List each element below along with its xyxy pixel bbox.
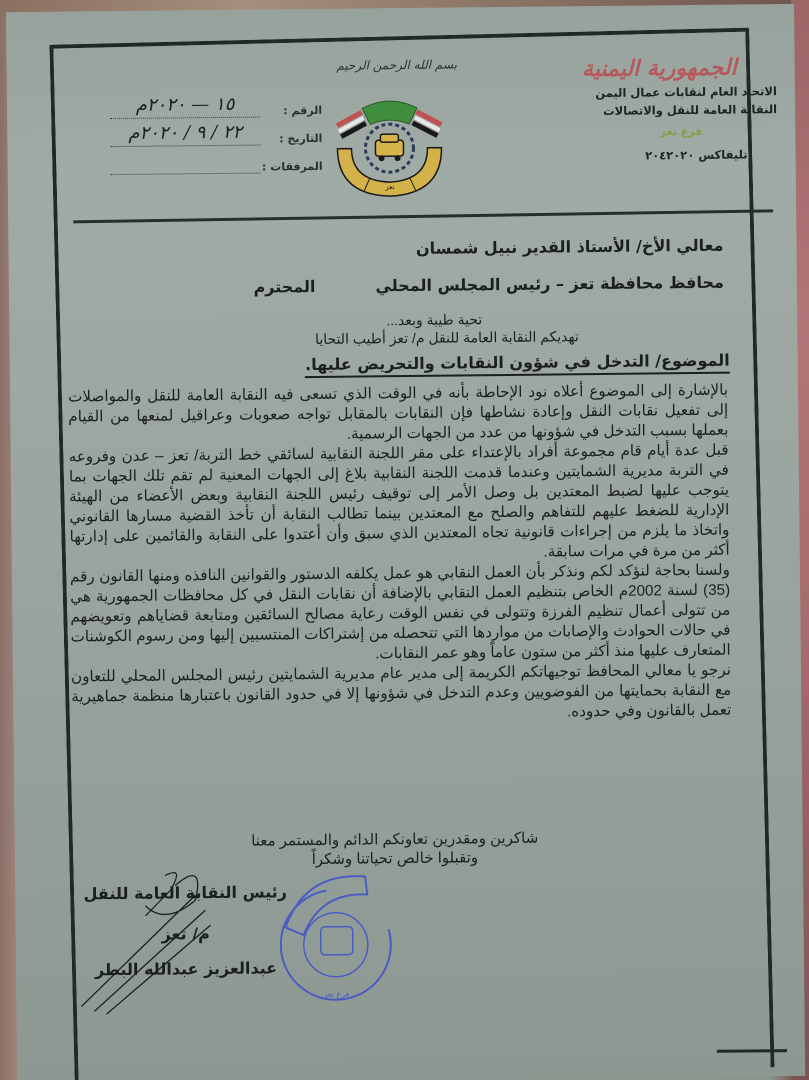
signatory-title: رئيس النقابة العامة للنقل xyxy=(83,882,288,904)
closing-line-2: وتقبلوا خالص تحياتنا وشكراً xyxy=(311,849,479,869)
body-paragraph-1: بالإشارة إلى الموضوع أعلاه نود الإحاطة بأنه في الوقت الذي تسعى فيه النقابة العامة للنقل والمواصلات إلى تفعيل نقابات النقل وإعادة نشاطها فإن النقابات بالمقابل تواجه صعوبات وعراقيل لمنعها من القيام بعملها بسبب التدخل في شؤونها من عدد من الجهات الرسمية. xyxy=(67,381,729,443)
letterhead-federation-name: الاتحاد العام لنقابات عمال اليمن xyxy=(595,84,777,101)
body-paragraph-3: ولسنا بحاجة لنؤكد لكم ونذكر بأن العمل النقابي هو عمل يكلفه الدستور والقوانين النافذه ومنها القانون رقم (35) لسنة 2002م الخاص بتنظيم العمل النقابي بالإضافة أن نقابات النقل في كل محافظات الجمهورية هي من تتولى أعمال تنظيم الفرزة وتتولى في نفس الوقت رعاية مصالح السائقين ومتابعة قضاياهم وتعويضهم في حالات الحوادث والإصابات من مواردها التي تتحصله من إشتراكات المنتسبين إليها ومن رسوم الكوشنات المتعارف عليها منذ أكثر من ستون عاماً وهو عمر النقابات. xyxy=(69,561,731,663)
letterhead xyxy=(56,44,778,222)
letter-paper xyxy=(6,4,805,1080)
reference-date-row xyxy=(82,117,322,148)
reference-attachments-value xyxy=(110,150,260,176)
subject-line xyxy=(210,351,730,375)
letterhead-org-block xyxy=(517,54,778,164)
body-paragraph-2: قبل عدة أيام قام مجموعة أفراد بالإعتداء على مقر اللجنة النقابية لسائقي خط التربة/ تعز – عدن وفروعه في التربة مديرية الشمايتين وعندما قدمت اللجنة النقابية بلاغ إلى الجهات المعنية لم تقم تلك الجهات بما يتوجب عليها لضبط المعتدين بل وصل الأمر إلى توقيف رئيس اللجنة النقابية وبعض الأعضاء من الهيئة الإدارية للضغط عليهم للتفاهم والصلح مع المعتدين بينما تطالب النقابة أن تأخذ القضية مسارها القانوني واتخاذ ما يلزم من إجراءات قانونية تجاه المعتدين الذي سبق وأن أعتدوا على النقابة والقائمين على إدارتها أكثر من مرة في مرات سابقة. xyxy=(68,441,730,561)
letterhead-telefax: تليفاكس ٢٠٤٢٠٢٠ xyxy=(645,147,748,163)
greeting-line-2: تهديكم النقابة العامة للنقل م/ تعز أطيب التحايا xyxy=(314,328,579,347)
letter-body xyxy=(68,381,732,728)
recipient-title: محافظ محافظة تعز – رئيس المجلس المحلي xyxy=(375,272,724,296)
svg-text:تعز: تعز xyxy=(385,183,395,192)
reference-date-value: ٢٢ / ٩ / ٢٠٢٠م xyxy=(110,122,260,148)
recipient-line-1: معالي الأخ/ الأستاذ القدير نبيل شمسان xyxy=(415,235,724,258)
official-stamp-icon xyxy=(265,866,401,1007)
letterhead-branch: فرع تعز xyxy=(659,124,703,139)
union-emblem-icon xyxy=(327,86,453,202)
greeting-line-1: تحية طيبة وبعد... xyxy=(386,311,483,329)
subject-text: الموضوع/ التدخل في شؤون النقابات والتحريض عليها. xyxy=(305,351,730,378)
reference-number-label: الرقم : xyxy=(283,103,323,118)
reference-date-label: التاريخ : xyxy=(279,131,323,146)
letterhead-calligraphy-title: الجمهورية اليمنية xyxy=(581,54,737,83)
closing-line-1: شاكرين ومقدرين تعاونكم الدائم والمستمر معنا xyxy=(251,829,539,850)
signatory-branch: م/ تعز xyxy=(161,924,210,944)
reference-attachments-row xyxy=(82,145,322,176)
body-paragraph-4: نرجو يا معالي المحافظ توجيهاتكم الكريمة إلى مدير عام مديرية الشمايتين رئيس المجلس المحلي للتعاون مع النقابة بحمايتها من الفوضويين وعدم التدخل في شؤونها إلا في حدود القانون باعتبارها منظمة جماهيرية تعمل بالقانون وفي حدوده. xyxy=(70,661,732,721)
closing-block xyxy=(215,828,575,870)
letterhead-union-name: النقابة العامة للنقل والاتصالات xyxy=(602,102,778,118)
reference-number-value: ١٥ — ٢٠٢٠م xyxy=(110,94,260,120)
reference-block xyxy=(82,89,323,176)
reference-attachments-label: المرفقات : xyxy=(261,159,323,174)
signatory-name: عبدالعزيز عبدالله البطر xyxy=(94,958,278,980)
handwritten-signature-icon xyxy=(75,865,237,1017)
page-border-bottom xyxy=(717,1049,787,1053)
recipient-honorific: المحترم xyxy=(253,276,316,297)
letterhead-center xyxy=(307,55,499,207)
basmala: بسم الله الرحمن الرحيم xyxy=(336,57,457,73)
svg-text:فرع تعز: فرع تعز xyxy=(323,989,350,999)
reference-number-row xyxy=(82,89,322,120)
